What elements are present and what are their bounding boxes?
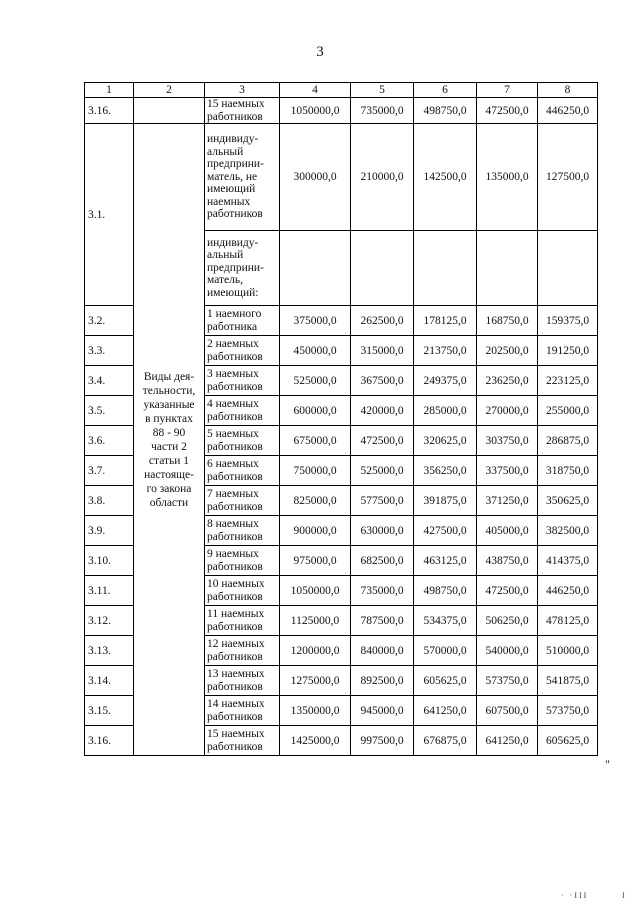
value-cell: 510000,0 [538, 636, 598, 666]
value-cell: 213750,0 [414, 336, 477, 366]
value-cell: 191250,0 [538, 336, 598, 366]
value-cell: 630000,0 [351, 516, 414, 546]
scan-mark: · ·III [561, 891, 589, 900]
header-cell: 2 [134, 83, 205, 98]
value-cell: 382500,0 [538, 516, 598, 546]
header-cell: 3 [205, 83, 280, 98]
value-cell: 414375,0 [538, 546, 598, 576]
scan-mark-right: I [622, 891, 625, 900]
row-description: 15 наемных работников [205, 98, 280, 124]
row-code: 3.16. [85, 726, 134, 756]
value-cell [538, 231, 598, 306]
header-cell: 7 [477, 83, 538, 98]
value-cell: 825000,0 [280, 486, 351, 516]
value-cell [280, 231, 351, 306]
value-cell: 159375,0 [538, 306, 598, 336]
value-cell: 371250,0 [477, 486, 538, 516]
row-description: 7 наемных работников [205, 486, 280, 516]
value-cell: 255000,0 [538, 396, 598, 426]
value-cell: 787500,0 [351, 606, 414, 636]
empty-cell [134, 98, 205, 124]
value-cell: 498750,0 [414, 576, 477, 606]
value-cell: 525000,0 [351, 456, 414, 486]
row-code: 3.15. [85, 696, 134, 726]
value-cell: 168750,0 [477, 306, 538, 336]
value-cell: 573750,0 [477, 666, 538, 696]
row-description: 12 наемных работников [205, 636, 280, 666]
value-cell: 498750,0 [414, 98, 477, 124]
value-cell: 605625,0 [538, 726, 598, 756]
value-cell: 641250,0 [414, 696, 477, 726]
row-description: индивиду- альный предприни- матель, не имеющий наемных работников [205, 124, 280, 231]
row-description: индивиду- альный предприни- матель, имеющий: [205, 231, 280, 306]
value-cell: 375000,0 [280, 306, 351, 336]
value-cell: 675000,0 [280, 426, 351, 456]
row-description: 15 наемных работников [205, 726, 280, 756]
row-description: 3 наемных работников [205, 366, 280, 396]
value-cell: 446250,0 [538, 98, 598, 124]
tax-rates-table [84, 82, 598, 756]
value-cell: 975000,0 [280, 546, 351, 576]
row-code: 3.14. [85, 666, 134, 696]
value-cell: 676875,0 [414, 726, 477, 756]
value-cell: 262500,0 [351, 306, 414, 336]
value-cell [414, 231, 477, 306]
header-cell: 8 [538, 83, 598, 98]
row-code: 3.16. [85, 98, 134, 124]
value-cell: 286875,0 [538, 426, 598, 456]
closing-quote: " [605, 757, 610, 771]
activity-kind-cell: Виды дея- тельности, указанные в пунктах 88 - 90 части 2 статьи 1 настояще- го закона области [134, 124, 205, 756]
value-cell: 127500,0 [538, 124, 598, 231]
row-code: 3.3. [85, 336, 134, 366]
value-cell: 236250,0 [477, 366, 538, 396]
value-cell: 438750,0 [477, 546, 538, 576]
row-code: 3.13. [85, 636, 134, 666]
value-cell: 300000,0 [280, 124, 351, 231]
value-cell: 472500,0 [477, 576, 538, 606]
row-code: 3.9. [85, 516, 134, 546]
value-cell: 682500,0 [351, 546, 414, 576]
value-cell: 570000,0 [414, 636, 477, 666]
value-cell: 270000,0 [477, 396, 538, 426]
value-cell: 735000,0 [351, 576, 414, 606]
row-description: 4 наемных работников [205, 396, 280, 426]
value-cell [351, 231, 414, 306]
row-description: 13 наемных работников [205, 666, 280, 696]
value-cell: 178125,0 [414, 306, 477, 336]
value-cell: 1125000,0 [280, 606, 351, 636]
value-cell: 446250,0 [538, 576, 598, 606]
value-cell: 840000,0 [351, 636, 414, 666]
value-cell: 315000,0 [351, 336, 414, 366]
row-description: 8 наемных работников [205, 516, 280, 546]
row-description: 1 наемного работника [205, 306, 280, 336]
value-cell: 540000,0 [477, 636, 538, 666]
value-cell: 525000,0 [280, 366, 351, 396]
table-row [85, 98, 598, 124]
value-cell: 1050000,0 [280, 576, 351, 606]
row-code: 3.6. [85, 426, 134, 456]
value-cell: 573750,0 [538, 696, 598, 726]
header-row [85, 83, 598, 98]
value-cell: 1425000,0 [280, 726, 351, 756]
value-cell: 405000,0 [477, 516, 538, 546]
value-cell: 750000,0 [280, 456, 351, 486]
value-cell: 391875,0 [414, 486, 477, 516]
value-cell: 607500,0 [477, 696, 538, 726]
header-cell: 5 [351, 83, 414, 98]
value-cell: 427500,0 [414, 516, 477, 546]
value-cell: 641250,0 [477, 726, 538, 756]
value-cell: 1050000,0 [280, 98, 351, 124]
value-cell: 900000,0 [280, 516, 351, 546]
value-cell: 472500,0 [351, 426, 414, 456]
value-cell: 285000,0 [414, 396, 477, 426]
row-description: 2 наемных работников [205, 336, 280, 366]
row-code: 3.12. [85, 606, 134, 636]
row-code: 3.7. [85, 456, 134, 486]
value-cell: 337500,0 [477, 456, 538, 486]
value-cell: 356250,0 [414, 456, 477, 486]
value-cell: 478125,0 [538, 606, 598, 636]
value-cell: 320625,0 [414, 426, 477, 456]
header-cell: 6 [414, 83, 477, 98]
row-code: 3.8. [85, 486, 134, 516]
row-code: 3.5. [85, 396, 134, 426]
value-cell: 420000,0 [351, 396, 414, 426]
value-cell: 1350000,0 [280, 696, 351, 726]
value-cell: 135000,0 [477, 124, 538, 231]
value-cell: 997500,0 [351, 726, 414, 756]
value-cell: 367500,0 [351, 366, 414, 396]
value-cell: 472500,0 [477, 98, 538, 124]
row-code: 3.2. [85, 306, 134, 336]
value-cell: 350625,0 [538, 486, 598, 516]
value-cell: 1200000,0 [280, 636, 351, 666]
row-code: 3.4. [85, 366, 134, 396]
value-cell: 202500,0 [477, 336, 538, 366]
value-cell: 318750,0 [538, 456, 598, 486]
value-cell: 450000,0 [280, 336, 351, 366]
value-cell: 892500,0 [351, 666, 414, 696]
value-cell: 303750,0 [477, 426, 538, 456]
value-cell [477, 231, 538, 306]
value-cell: 1275000,0 [280, 666, 351, 696]
header-cell: 4 [280, 83, 351, 98]
table-row [85, 124, 598, 231]
value-cell: 249375,0 [414, 366, 477, 396]
value-cell: 577500,0 [351, 486, 414, 516]
row-description: 10 наемных работников [205, 576, 280, 606]
row-code: 3.10. [85, 546, 134, 576]
row-description: 9 наемных работников [205, 546, 280, 576]
row-description: 11 наемных работников [205, 606, 280, 636]
value-cell: 210000,0 [351, 124, 414, 231]
value-cell: 534375,0 [414, 606, 477, 636]
page-number: 3 [316, 44, 324, 60]
value-cell: 541875,0 [538, 666, 598, 696]
row-description: 5 наемных работников [205, 426, 280, 456]
row-code: 3.11. [85, 576, 134, 606]
row-description: 14 наемных работников [205, 696, 280, 726]
header-cell: 1 [85, 83, 134, 98]
value-cell: 945000,0 [351, 696, 414, 726]
value-cell: 735000,0 [351, 98, 414, 124]
value-cell: 223125,0 [538, 366, 598, 396]
value-cell: 506250,0 [477, 606, 538, 636]
value-cell: 142500,0 [414, 124, 477, 231]
value-cell: 600000,0 [280, 396, 351, 426]
value-cell: 463125,0 [414, 546, 477, 576]
row-code: 3.1. [85, 124, 134, 306]
value-cell: 605625,0 [414, 666, 477, 696]
row-description: 6 наемных работников [205, 456, 280, 486]
